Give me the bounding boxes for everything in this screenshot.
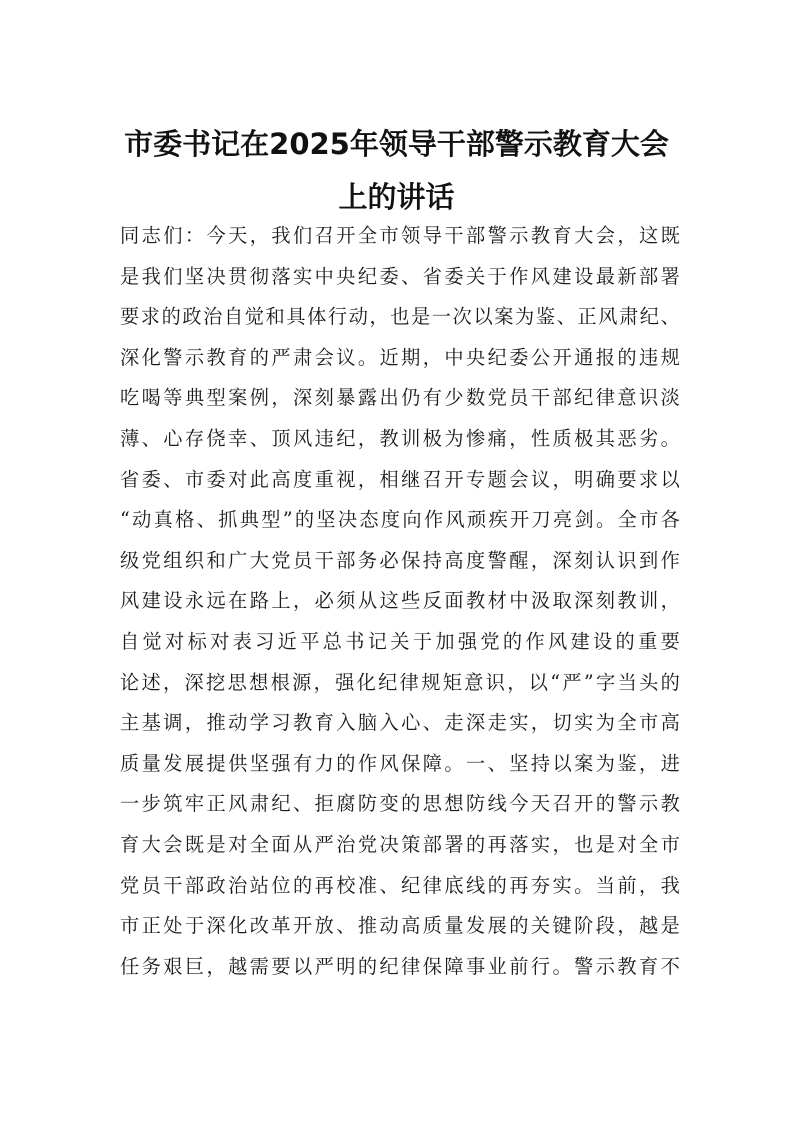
body-line: 风建设永远在路上，必须从这些反面教材中汲取深刻教训， [120,589,680,613]
body-line: 是我们坚决贯彻落实中央纪委、省委关于作风建设最新部署 [120,264,680,288]
body-line: 吃喝等典型案例，深刻暴露出仍有少数党员干部纪律意识淡 [120,386,680,410]
page-title [100,118,693,224]
body-line: 同志们：今天，我们召开全市领导干部警示教育大会，这既 [120,224,680,247]
body-line: 论述，深挖思想根源，强化纪律规矩意识，以“严”字当头的 [120,670,680,694]
speech-body [120,216,680,987]
title-line: 上的讲话 [338,180,455,214]
body-line: 深化警示教育的严肃会议。近期，中央纪委公开通报的违规 [120,345,680,369]
body-line: 主基调，推动学习教育入脑入心、走深走实，切实为全市高 [120,711,680,735]
body-line: 质量发展提供坚强有力的作风保障。一、坚持以案为鉴，进 [120,751,680,775]
body-line: 育大会既是对全面从严治党决策部署的再落实，也是对全市 [120,832,680,856]
body-line: 省委、市委对此高度重视，相继召开专题会议，明确要求以 [120,467,680,491]
body-line: 自觉对标对表习近平总书记关于加强党的作风建设的重要 [120,629,680,653]
body-line: “动真格、抓典型”的坚决态度向作风顽疾开刀亮剑。全市各 [120,508,680,532]
body-line: 市正处于深化改革开放、推动高质量发展的关键阶段，越是 [120,914,680,938]
body-line: 薄、心存侥幸、顶风违纪，教训极为惨痛，性质极其恶劣。 [120,426,680,450]
body-line: 任务艰巨，越需要以严明的纪律保障事业前行。警示教育不 [120,954,680,978]
body-line: 一步筑牢正风肃纪、拒腐防变的思想防线今天召开的警示教 [120,792,680,816]
body-line: 级党组织和广大党员干部务必保持高度警醒，深刻认识到作 [120,548,680,572]
title-line: 市委书记在2025年领导干部警示教育大会 [124,127,669,161]
body-line: 党员干部政治站位的再校准、纪律底线的再夯实。当前，我 [120,873,680,897]
body-line: 要求的政治自觉和具体行动，也是一次以案为鉴、正风肃纪、 [120,305,680,329]
